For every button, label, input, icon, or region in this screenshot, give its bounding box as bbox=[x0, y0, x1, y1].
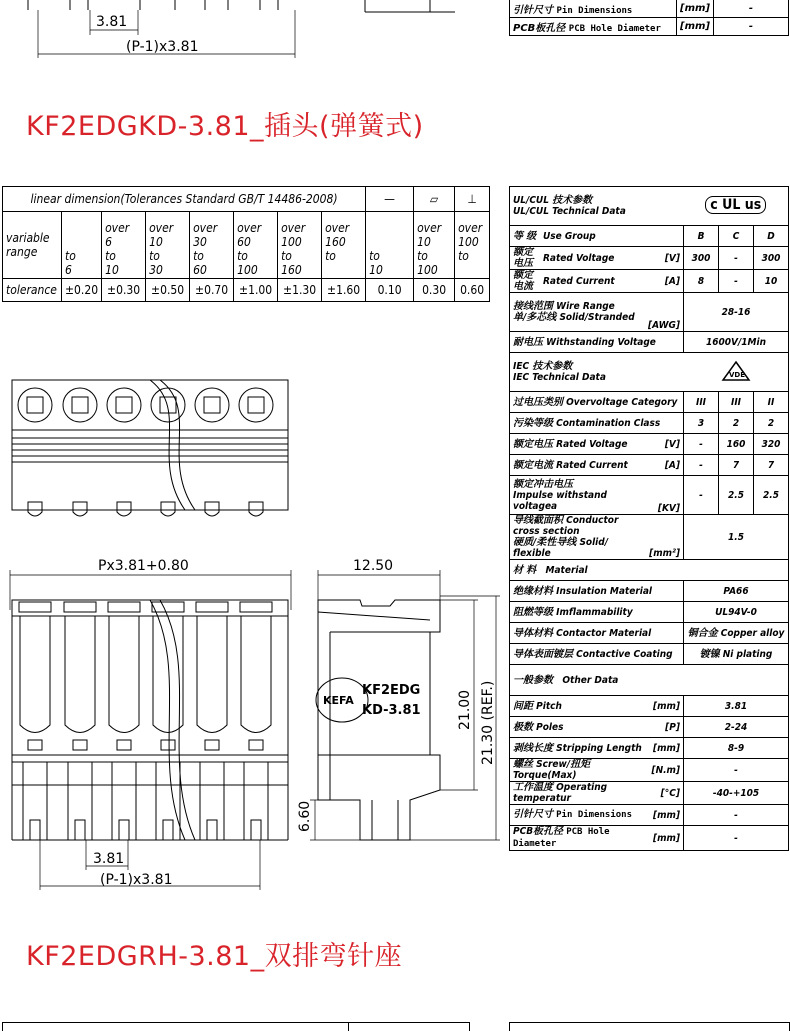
ul-title-cn: UL/CUL 技术参数 bbox=[513, 195, 593, 206]
dim-pin-label: 6.60 bbox=[297, 800, 313, 832]
range-line: to bbox=[417, 249, 428, 263]
torque-en: Screw/扭矩 Torque(Max) bbox=[513, 759, 591, 781]
pole-slot bbox=[65, 616, 95, 733]
pole-slot bbox=[109, 616, 139, 733]
range-line bbox=[458, 263, 486, 277]
overvoltage-cn: 过电压类别 bbox=[513, 396, 563, 408]
connector-drawing bbox=[0, 370, 500, 895]
pole-top-tab bbox=[19, 602, 51, 612]
top-pcb-cn: PCB板孔径 bbox=[513, 23, 566, 34]
torque-unit: [N.m] bbox=[645, 759, 683, 782]
range-cell-5 bbox=[278, 212, 322, 279]
temperature-value: -40-+105 bbox=[684, 782, 789, 805]
cross-section-row bbox=[510, 515, 789, 560]
pole-square bbox=[72, 397, 88, 413]
insulation-value: PA66 bbox=[684, 581, 789, 602]
pole-square bbox=[116, 397, 132, 413]
top-pcb-unit: [mm] bbox=[677, 18, 714, 36]
dim-height-label: 21.00 bbox=[457, 689, 473, 730]
variable-range-row bbox=[3, 212, 490, 279]
top-pcb-en: PCB Hole Diameter bbox=[568, 24, 661, 34]
tolerance-table bbox=[2, 186, 490, 302]
withstand-row bbox=[510, 332, 789, 353]
range-cell-0 bbox=[62, 212, 102, 279]
pole-circle bbox=[195, 388, 229, 422]
pole-square bbox=[248, 397, 264, 413]
range-line: to bbox=[193, 249, 204, 263]
torque-row bbox=[510, 759, 789, 782]
range-line: 100 bbox=[417, 263, 438, 277]
iec-voltage-v1: - bbox=[684, 434, 719, 455]
cross-section-cn1: 导线截面积 bbox=[513, 515, 563, 526]
insulation-en: Insulation Material bbox=[556, 585, 653, 597]
range-line: 10 bbox=[149, 235, 163, 249]
pitch-unit: [mm] bbox=[645, 696, 683, 717]
pin-body bbox=[112, 762, 136, 840]
overvoltage-v2: III bbox=[719, 392, 754, 413]
range-line: over bbox=[417, 221, 442, 235]
pole-window bbox=[28, 740, 42, 750]
stripping-row bbox=[510, 738, 789, 759]
pole-circle bbox=[18, 388, 52, 422]
tolerance-standard-header: linear dimension(Tolerances Standard GB/T 14486-2008) bbox=[3, 187, 366, 212]
range-line: over bbox=[149, 221, 174, 235]
pole-window bbox=[73, 740, 87, 750]
range-line: to bbox=[325, 249, 336, 263]
ul-voltage-unit: [V] bbox=[645, 247, 683, 270]
model-mark-line1: KF2EDG bbox=[362, 683, 421, 698]
range-line: 30 bbox=[193, 235, 207, 249]
pin-tip bbox=[207, 820, 217, 840]
pole-latch bbox=[28, 502, 42, 516]
pole-slot bbox=[20, 616, 50, 733]
pole-circle bbox=[63, 388, 97, 422]
range-line: 10 bbox=[369, 263, 383, 277]
range-line: 6 bbox=[105, 235, 112, 249]
top-pcb-row bbox=[510, 18, 789, 36]
top-dim-pitch: 3.81 bbox=[96, 14, 128, 30]
withstand-cn: 耐电压 bbox=[513, 336, 543, 348]
poles-value: 2-24 bbox=[684, 717, 789, 738]
pole-slot bbox=[241, 616, 271, 733]
range-cell-6 bbox=[322, 212, 366, 279]
ul-current-c: - bbox=[719, 270, 754, 293]
range-line: to bbox=[105, 249, 116, 263]
pin-dim-en: Pin Dimensions bbox=[556, 810, 632, 820]
grade-en: Use Group bbox=[540, 226, 645, 247]
range-line: over bbox=[105, 221, 130, 235]
range-cell-7 bbox=[366, 212, 414, 279]
pole-circle bbox=[151, 388, 185, 422]
straightness-symbol: — bbox=[366, 187, 414, 212]
pin-tip bbox=[30, 820, 40, 840]
top-pin-dim-row bbox=[510, 0, 789, 18]
tolerance-cell-2: ±0.50 bbox=[146, 279, 190, 302]
top-dim-total: (P-1)x3.81 bbox=[126, 39, 199, 55]
pole-circle bbox=[107, 388, 141, 422]
range-line: to bbox=[281, 249, 292, 263]
pole-top-tab bbox=[108, 602, 140, 612]
pin-body bbox=[244, 762, 268, 840]
coating-value: 镀镍 Ni plating bbox=[684, 644, 789, 665]
impulse-v2: 2.5 bbox=[719, 476, 754, 515]
dim-pitch-label: 3.81 bbox=[93, 851, 125, 867]
range-line: over bbox=[281, 221, 306, 235]
iec-current-v3: 7 bbox=[754, 455, 789, 476]
pin-tip bbox=[119, 820, 129, 840]
poles-en: Poles bbox=[536, 721, 564, 733]
overvoltage-v3: II bbox=[754, 392, 789, 413]
tolerance-cell-7: 0.10 bbox=[366, 279, 414, 302]
pcb-hole-cn: PCB板孔径 bbox=[513, 826, 564, 837]
ul-current-row bbox=[510, 270, 789, 293]
range-cell-8 bbox=[414, 212, 455, 279]
iec-current-row bbox=[510, 455, 789, 476]
tolerance-cell-1: ±0.30 bbox=[102, 279, 146, 302]
range-line: over bbox=[237, 221, 262, 235]
wire-range-en2: Solid/Stranded bbox=[559, 312, 635, 323]
contactor-value: 铜合金 Copper alloy bbox=[684, 623, 789, 644]
stripping-en: Stripping Length bbox=[556, 742, 642, 754]
flammability-value: UL94V-0 bbox=[684, 602, 789, 623]
pole-top-tab bbox=[152, 602, 184, 612]
wire-range-value: 28-16 bbox=[684, 293, 789, 332]
iec-voltage-en: Rated Voltage bbox=[556, 438, 628, 450]
ul-current-en: Rated Current bbox=[540, 270, 645, 293]
torque-value: - bbox=[684, 759, 789, 782]
section-title-kf2edgrh: KF2EDGRH-3.81_双排弯针座 bbox=[26, 941, 403, 972]
iec-voltage-v3: 320 bbox=[754, 434, 789, 455]
poles-cn: 极数 bbox=[513, 721, 533, 733]
pollution-v2: 2 bbox=[719, 413, 754, 434]
tolerance-cell-6: ±1.60 bbox=[322, 279, 366, 302]
stripping-unit: [mm] bbox=[645, 738, 683, 759]
top-drawing-fragment bbox=[0, 0, 500, 60]
range-cell-4 bbox=[234, 212, 278, 279]
tolerance-cell-0: ±0.20 bbox=[62, 279, 102, 302]
cross-section-en2: Solid/ flexible bbox=[513, 537, 608, 559]
iec-title-cn: IEC 技术参数 bbox=[513, 361, 573, 372]
range-line: to bbox=[65, 249, 76, 263]
section-title-kf2edgkd: KF2EDGKD-3.81_插头(弹簧式) bbox=[26, 111, 424, 142]
grade-row bbox=[510, 226, 789, 247]
iec-title-row bbox=[510, 353, 789, 392]
poles-row bbox=[510, 717, 789, 738]
pole-square bbox=[204, 397, 220, 413]
impulse-unit: [KV] bbox=[645, 476, 683, 515]
impulse-v1: - bbox=[684, 476, 719, 515]
range-line: to bbox=[458, 249, 469, 263]
grade-b: B bbox=[684, 226, 719, 247]
top-pin-cn: 引针尺寸 bbox=[513, 5, 553, 16]
grade-cn: 等 级 bbox=[510, 226, 541, 247]
iec-current-v1: - bbox=[684, 455, 719, 476]
ul-voltage-c: - bbox=[719, 247, 754, 270]
pole-latch bbox=[161, 502, 175, 516]
range-line: over bbox=[325, 221, 350, 235]
range-line bbox=[325, 263, 362, 277]
pin-body bbox=[23, 762, 47, 840]
dim-height-ref-label: 21.30 (REF.) bbox=[480, 680, 496, 765]
wire-range-unit: [AWG] bbox=[645, 293, 683, 332]
pcb-hole-unit: [mm] bbox=[645, 826, 683, 851]
pin-body bbox=[200, 762, 224, 840]
iec-current-en: Rated Current bbox=[556, 459, 628, 471]
temperature-en: Operating temperatur bbox=[513, 782, 608, 804]
contactor-row bbox=[510, 623, 789, 644]
torque-cn: 螺丝 bbox=[513, 759, 533, 770]
pole-latch bbox=[73, 502, 87, 516]
pin-dim-unit: [mm] bbox=[645, 805, 683, 826]
pole-window bbox=[161, 740, 175, 750]
ul-voltage-row bbox=[510, 247, 789, 270]
iec-title-en: IEC Technical Data bbox=[513, 372, 606, 383]
iec-voltage-v2: 160 bbox=[719, 434, 754, 455]
model-mark-line2: KD-3.81 bbox=[362, 703, 421, 718]
range-cell-3 bbox=[190, 212, 234, 279]
range-line: to bbox=[237, 249, 248, 263]
front-view-outline bbox=[12, 600, 288, 785]
coating-cn: 导体表面镀层 bbox=[513, 648, 573, 660]
side-view-outline bbox=[318, 600, 440, 840]
general-title-row bbox=[510, 665, 789, 696]
ul-title-row bbox=[510, 187, 789, 226]
pollution-row bbox=[510, 413, 789, 434]
insulation-cn: 绝缘材料 bbox=[513, 585, 553, 597]
flammability-cn: 阻燃等级 bbox=[513, 606, 553, 618]
ul-current-cn: 额定电流 bbox=[510, 270, 541, 293]
range-line: 6 bbox=[65, 263, 72, 277]
coating-en: Contactive Coating bbox=[576, 648, 673, 660]
overvoltage-en: Overvoltage Category bbox=[566, 396, 678, 408]
pcb-hole-en: PCB Hole Diameter bbox=[513, 827, 610, 849]
wire-range-cn2: 单/多芯线 bbox=[513, 312, 557, 323]
coating-row bbox=[510, 644, 789, 665]
pitch-cn: 间距 bbox=[513, 700, 533, 712]
grade-d: D bbox=[754, 226, 789, 247]
range-line: 160 bbox=[281, 263, 302, 277]
pollution-en: Contamination Class bbox=[556, 417, 661, 429]
perpendicularity-symbol: ⊥ bbox=[455, 187, 490, 212]
flatness-symbol: ▱ bbox=[414, 187, 455, 212]
tolerance-cell-4: ±1.00 bbox=[234, 279, 278, 302]
pollution-v1: 3 bbox=[684, 413, 719, 434]
dim-total-label: (P-1)x3.81 bbox=[100, 872, 173, 888]
spec-table bbox=[509, 186, 789, 851]
iec-current-unit: [A] bbox=[645, 455, 683, 476]
range-line: 10 bbox=[417, 235, 431, 249]
ul-voltage-b: 300 bbox=[684, 247, 719, 270]
insulation-row bbox=[510, 581, 789, 602]
range-line: 60 bbox=[193, 263, 207, 277]
range-line: to bbox=[149, 249, 160, 263]
impulse-cn: 额定冲击电压 bbox=[513, 478, 573, 490]
range-line: 30 bbox=[149, 263, 163, 277]
top-pin-en: Pin Dimensions bbox=[556, 6, 633, 16]
range-line: 160 bbox=[325, 235, 346, 249]
range-line: over bbox=[458, 221, 483, 235]
dim-depth-label: 12.50 bbox=[353, 558, 394, 574]
pole-square bbox=[27, 397, 43, 413]
withstand-en: Withstanding Voltage bbox=[546, 336, 656, 348]
top-pcb-value: - bbox=[714, 18, 789, 36]
pole-latch bbox=[117, 502, 131, 516]
range-line bbox=[65, 221, 98, 235]
pole-window bbox=[117, 740, 131, 750]
tolerance-label: tolerance bbox=[3, 279, 62, 302]
tolerance-header-row bbox=[3, 187, 490, 212]
vde-triangle-icon bbox=[721, 360, 751, 382]
ul-voltage-cn: 额定电压 bbox=[510, 247, 541, 270]
range-line bbox=[369, 221, 410, 235]
contactor-en: Contactor Material bbox=[556, 627, 652, 639]
iec-current-cn: 额定电流 bbox=[513, 459, 553, 471]
pin-tip bbox=[163, 820, 173, 840]
stripping-value: 8-9 bbox=[684, 738, 789, 759]
pin-dim-row bbox=[510, 805, 789, 826]
range-line bbox=[65, 235, 98, 249]
stripping-cn: 剥线长度 bbox=[513, 742, 553, 754]
ul-voltage-en: Rated Voltage bbox=[540, 247, 645, 270]
range-line: 100 bbox=[237, 263, 258, 277]
range-line: 100 bbox=[458, 235, 479, 249]
material-title-row bbox=[510, 560, 789, 581]
range-line: over bbox=[193, 221, 218, 235]
wire-range-cn1: 接线范围 bbox=[513, 301, 553, 312]
pcb-hole-value: - bbox=[684, 826, 789, 851]
impulse-en: Impulse withstand voltagea bbox=[513, 489, 607, 512]
ul-logo-icon: c UL us bbox=[705, 196, 766, 214]
range-line: to bbox=[369, 249, 380, 263]
material-title-en: Material bbox=[545, 564, 588, 576]
range-cell-2 bbox=[146, 212, 190, 279]
withstand-value: 1600V/1Min bbox=[684, 332, 789, 353]
temperature-cn: 工作温度 bbox=[513, 782, 553, 793]
pin-body bbox=[68, 762, 92, 840]
pole-top-tab bbox=[240, 602, 272, 612]
ul-current-unit: [A] bbox=[645, 270, 683, 293]
cross-section-value: 1.5 bbox=[684, 515, 789, 560]
range-line: 10 bbox=[105, 263, 119, 277]
wire-range-row bbox=[510, 293, 789, 332]
ul-title-en: UL/CUL Technical Data bbox=[513, 206, 626, 217]
top-spec-fragment bbox=[509, 0, 789, 36]
ul-current-b: 8 bbox=[684, 270, 719, 293]
pole-slot bbox=[197, 616, 227, 733]
variable-range-label: variable range bbox=[3, 212, 62, 279]
overvoltage-v1: III bbox=[684, 392, 719, 413]
kefa-logo-text: KEFA bbox=[323, 694, 354, 707]
iec-voltage-unit: [V] bbox=[645, 434, 683, 455]
temperature-row bbox=[510, 782, 789, 805]
pitch-row bbox=[510, 696, 789, 717]
range-line: 60 bbox=[237, 235, 251, 249]
general-title-en: Other Data bbox=[562, 674, 619, 686]
pcb-hole-row bbox=[510, 826, 789, 851]
pole-latch bbox=[249, 502, 263, 516]
pole-circle bbox=[239, 388, 273, 422]
ul-current-d: 10 bbox=[754, 270, 789, 293]
vde-logo-text: VDE bbox=[728, 370, 745, 379]
top-pin-unit: [mm] bbox=[677, 0, 714, 18]
pole-window bbox=[249, 740, 263, 750]
pin-tip bbox=[251, 820, 261, 840]
range-cell-1 bbox=[102, 212, 146, 279]
cross-section-en1: Conductor cross section bbox=[513, 515, 619, 537]
tolerance-cell-3: ±0.70 bbox=[190, 279, 234, 302]
pitch-en: Pitch bbox=[536, 700, 562, 712]
ul-voltage-d: 300 bbox=[754, 247, 789, 270]
temperature-unit: [°C] bbox=[645, 782, 683, 805]
pitch-value: 3.81 bbox=[684, 696, 789, 717]
poles-unit: [P] bbox=[645, 717, 683, 738]
cross-section-unit: [mm²] bbox=[645, 515, 683, 560]
next-spec-table-fragment bbox=[509, 1022, 790, 1031]
vde-logo bbox=[684, 353, 789, 392]
flammability-row bbox=[510, 602, 789, 623]
pole-latch bbox=[205, 502, 219, 516]
pole-top-tab bbox=[64, 602, 96, 612]
tolerance-cell-8: 0.30 bbox=[414, 279, 455, 302]
overvoltage-row bbox=[510, 392, 789, 413]
pollution-cn: 污染等级 bbox=[513, 417, 553, 429]
tolerance-row bbox=[3, 279, 490, 302]
contactor-cn: 导体材料 bbox=[513, 627, 553, 639]
range-cell-9 bbox=[455, 212, 490, 279]
material-title-cn: 材 料 bbox=[513, 564, 537, 576]
wire-range-en1: Wire Range bbox=[556, 301, 615, 312]
pole-top-tab bbox=[196, 602, 228, 612]
pin-dim-value: - bbox=[684, 805, 789, 826]
range-line bbox=[369, 235, 410, 249]
grade-c: C bbox=[719, 226, 754, 247]
pin-tip bbox=[75, 820, 85, 840]
pole-window bbox=[205, 740, 219, 750]
iec-current-v2: 7 bbox=[719, 455, 754, 476]
next-tolerance-table-fragment bbox=[2, 1022, 470, 1031]
tolerance-cell-9: 0.60 bbox=[455, 279, 490, 302]
tolerance-cell-5: ±1.30 bbox=[278, 279, 322, 302]
dim-width-label: Px3.81+0.80 bbox=[98, 558, 189, 574]
cross-section-cn2: 硬质/柔性导线 bbox=[513, 537, 577, 548]
pin-body bbox=[156, 762, 180, 840]
pin-dim-cn: 引针尺寸 bbox=[513, 809, 553, 820]
impulse-row bbox=[510, 476, 789, 515]
ul-logo bbox=[684, 187, 789, 226]
general-title-cn: 一般参数 bbox=[513, 674, 553, 686]
range-line: 100 bbox=[281, 235, 302, 249]
flammability-en: Imflammability bbox=[556, 606, 633, 618]
pollution-v3: 2 bbox=[754, 413, 789, 434]
iec-voltage-row bbox=[510, 434, 789, 455]
top-pin-value: - bbox=[714, 0, 789, 18]
iec-voltage-cn: 额定电压 bbox=[513, 438, 553, 450]
top-view-outline bbox=[12, 380, 288, 510]
impulse-v3: 2.5 bbox=[754, 476, 789, 515]
